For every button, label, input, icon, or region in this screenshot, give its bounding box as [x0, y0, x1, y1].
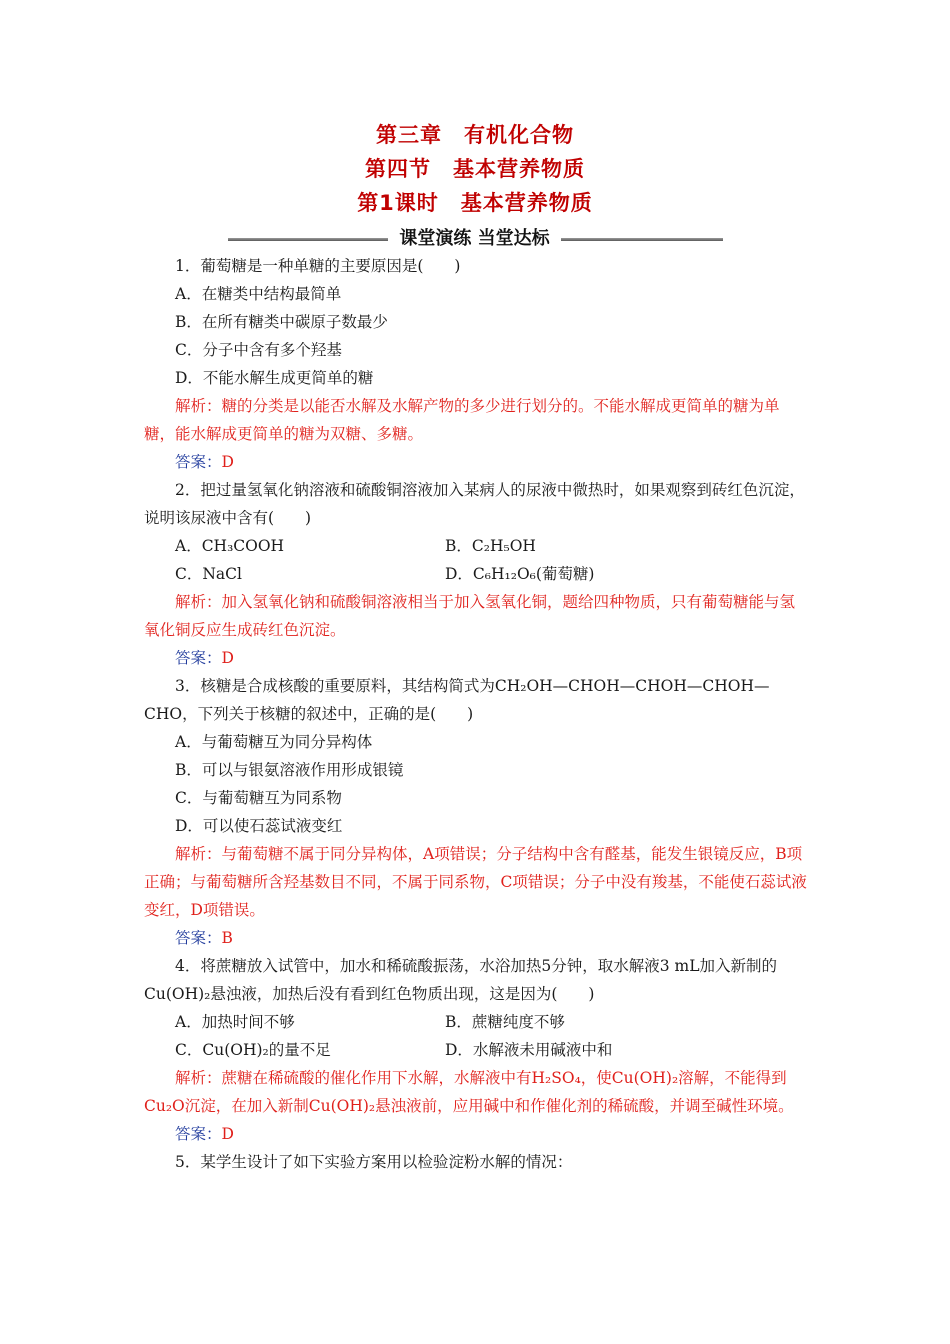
q3-analysis-label: 解析： [175, 845, 222, 863]
q1-answer-label: 答案： [175, 453, 222, 471]
q2-analysis-text: 加入氢氧化钠和硫酸铜溶液相当于加入氢氧化铜，题给四种物质，只有葡萄糖能与氢氧化铜反应生成砖红色沉淀。 [144, 593, 796, 639]
title-block [0, 118, 950, 220]
chapter-title: 第三章 有机化合物 [376, 123, 574, 147]
q4-option-b: B．蔗糖纯度不够 [445, 1013, 565, 1031]
lesson-title: 第1课时 基本营养物质 [357, 191, 593, 215]
q4-stem: 4．将蔗糖放入试管中，加水和稀硫酸振荡，水浴加热5分钟，取水解液3 mL加入新制的Cu(OH)₂悬浊液，加热后没有看到红色物质出现，这是因为( ) [144, 957, 778, 1003]
q3-option-b: B．可以与银氨溶液作用形成银镜 [175, 761, 404, 779]
banner-rule-right [561, 238, 723, 241]
q1-answer-value: D [221, 453, 234, 471]
q3-option-a: A．与葡萄糖互为同分异构体 [175, 733, 373, 751]
q4-option-a: A．加热时间不够 [175, 1013, 295, 1031]
q1-answer [144, 448, 808, 476]
q3-answer-label: 答案： [175, 929, 222, 947]
q4-option-d: D．水解液未用碱液中和 [445, 1041, 613, 1059]
q1-option-c: C．分子中含有多个羟基 [175, 341, 342, 359]
q4-answer [144, 1120, 808, 1148]
q3-option-d: D．可以使石蕊试液变红 [175, 817, 343, 835]
q2-stem: 2．把过量氢氧化钠溶液和硫酸铜溶液加入某病人的尿液中微热时，如果观察到砖红色沉淀，说明该尿液中含有( ) [144, 481, 805, 527]
q2-option-d: D．C₆H₁₂O₆(葡萄糖) [445, 565, 595, 583]
banner-rule-left [228, 238, 388, 241]
q4-answer-value: D [221, 1125, 234, 1143]
q1-analysis [144, 392, 808, 448]
q1-stem: 1．葡萄糖是一种单糖的主要原因是( ) [175, 257, 461, 275]
q2-option-c: C．NaCl [175, 565, 242, 583]
q1-analysis-text: 糖的分类是以能否水解及水解产物的多少进行划分的。不能水解成更简单的糖为单糖，能水解成更简单的糖为双糖、多糖。 [144, 397, 780, 443]
q3-analysis [144, 840, 808, 924]
q2-analysis-label: 解析： [175, 593, 222, 611]
q2-option-b: B．C₂H₅OH [445, 537, 536, 555]
q3-stem: 3．核糖是合成核酸的重要原料，其结构简式为CH₂OH—CHOH—CHOH—CHOH—CHO，下列关于核糖的叙述中，正确的是( ) [144, 677, 770, 723]
q4-options-row-2 [144, 1036, 808, 1064]
q2-analysis [144, 588, 808, 644]
q1-analysis-label: 解析： [175, 397, 222, 415]
document-body [144, 252, 808, 1176]
q3-answer [144, 924, 808, 952]
q4-option-c: C．Cu(OH)₂的量不足 [175, 1041, 331, 1059]
q3-answer-value: B [221, 929, 233, 947]
q1-option-d: D．不能水解生成更简单的糖 [175, 369, 374, 387]
section-title: 第四节 基本营养物质 [365, 157, 585, 181]
q4-analysis-label: 解析： [175, 1069, 222, 1087]
q3-option-c: C．与葡萄糖互为同系物 [175, 789, 342, 807]
q4-options-row-1 [144, 1008, 808, 1036]
q4-analysis [144, 1064, 808, 1120]
q1-option-a: A．在糖类中结构最简单 [175, 285, 342, 303]
q5-stem: 5．某学生设计了如下实验方案用以检验淀粉水解的情况： [175, 1153, 573, 1171]
q3-analysis-text: 与葡萄糖不属于同分异构体，A项错误；分子结构中含有醛基，能发生银镜反应，B项正确；与葡萄糖所含羟基数目不同，不属于同系物，C项错误；分子中没有羧基，不能使石蕊试液变红，D项错误。 [144, 845, 807, 919]
q2-options-row-2 [144, 560, 808, 588]
q2-option-a: A．CH₃COOH [175, 537, 285, 555]
q4-analysis-text: 蔗糖在稀硫酸的催化作用下水解，水解液中有H₂SO₄，使Cu(OH)₂溶解，不能得到Cu₂O沉淀，在加入新制Cu(OH)₂悬浊液前，应用碱中和作催化剂的稀硫酸，并调至碱性环境。 [144, 1069, 794, 1115]
q2-answer-label: 答案： [175, 649, 222, 667]
q4-answer-label: 答案： [175, 1125, 222, 1143]
q2-options-row-1 [144, 532, 808, 560]
q2-answer [144, 644, 808, 672]
q2-answer-value: D [221, 649, 234, 667]
banner-text: 课堂演练 当堂达标 [399, 228, 550, 249]
q1-option-b: B．在所有糖类中碳原子数最少 [175, 313, 388, 331]
section-banner [228, 226, 723, 252]
